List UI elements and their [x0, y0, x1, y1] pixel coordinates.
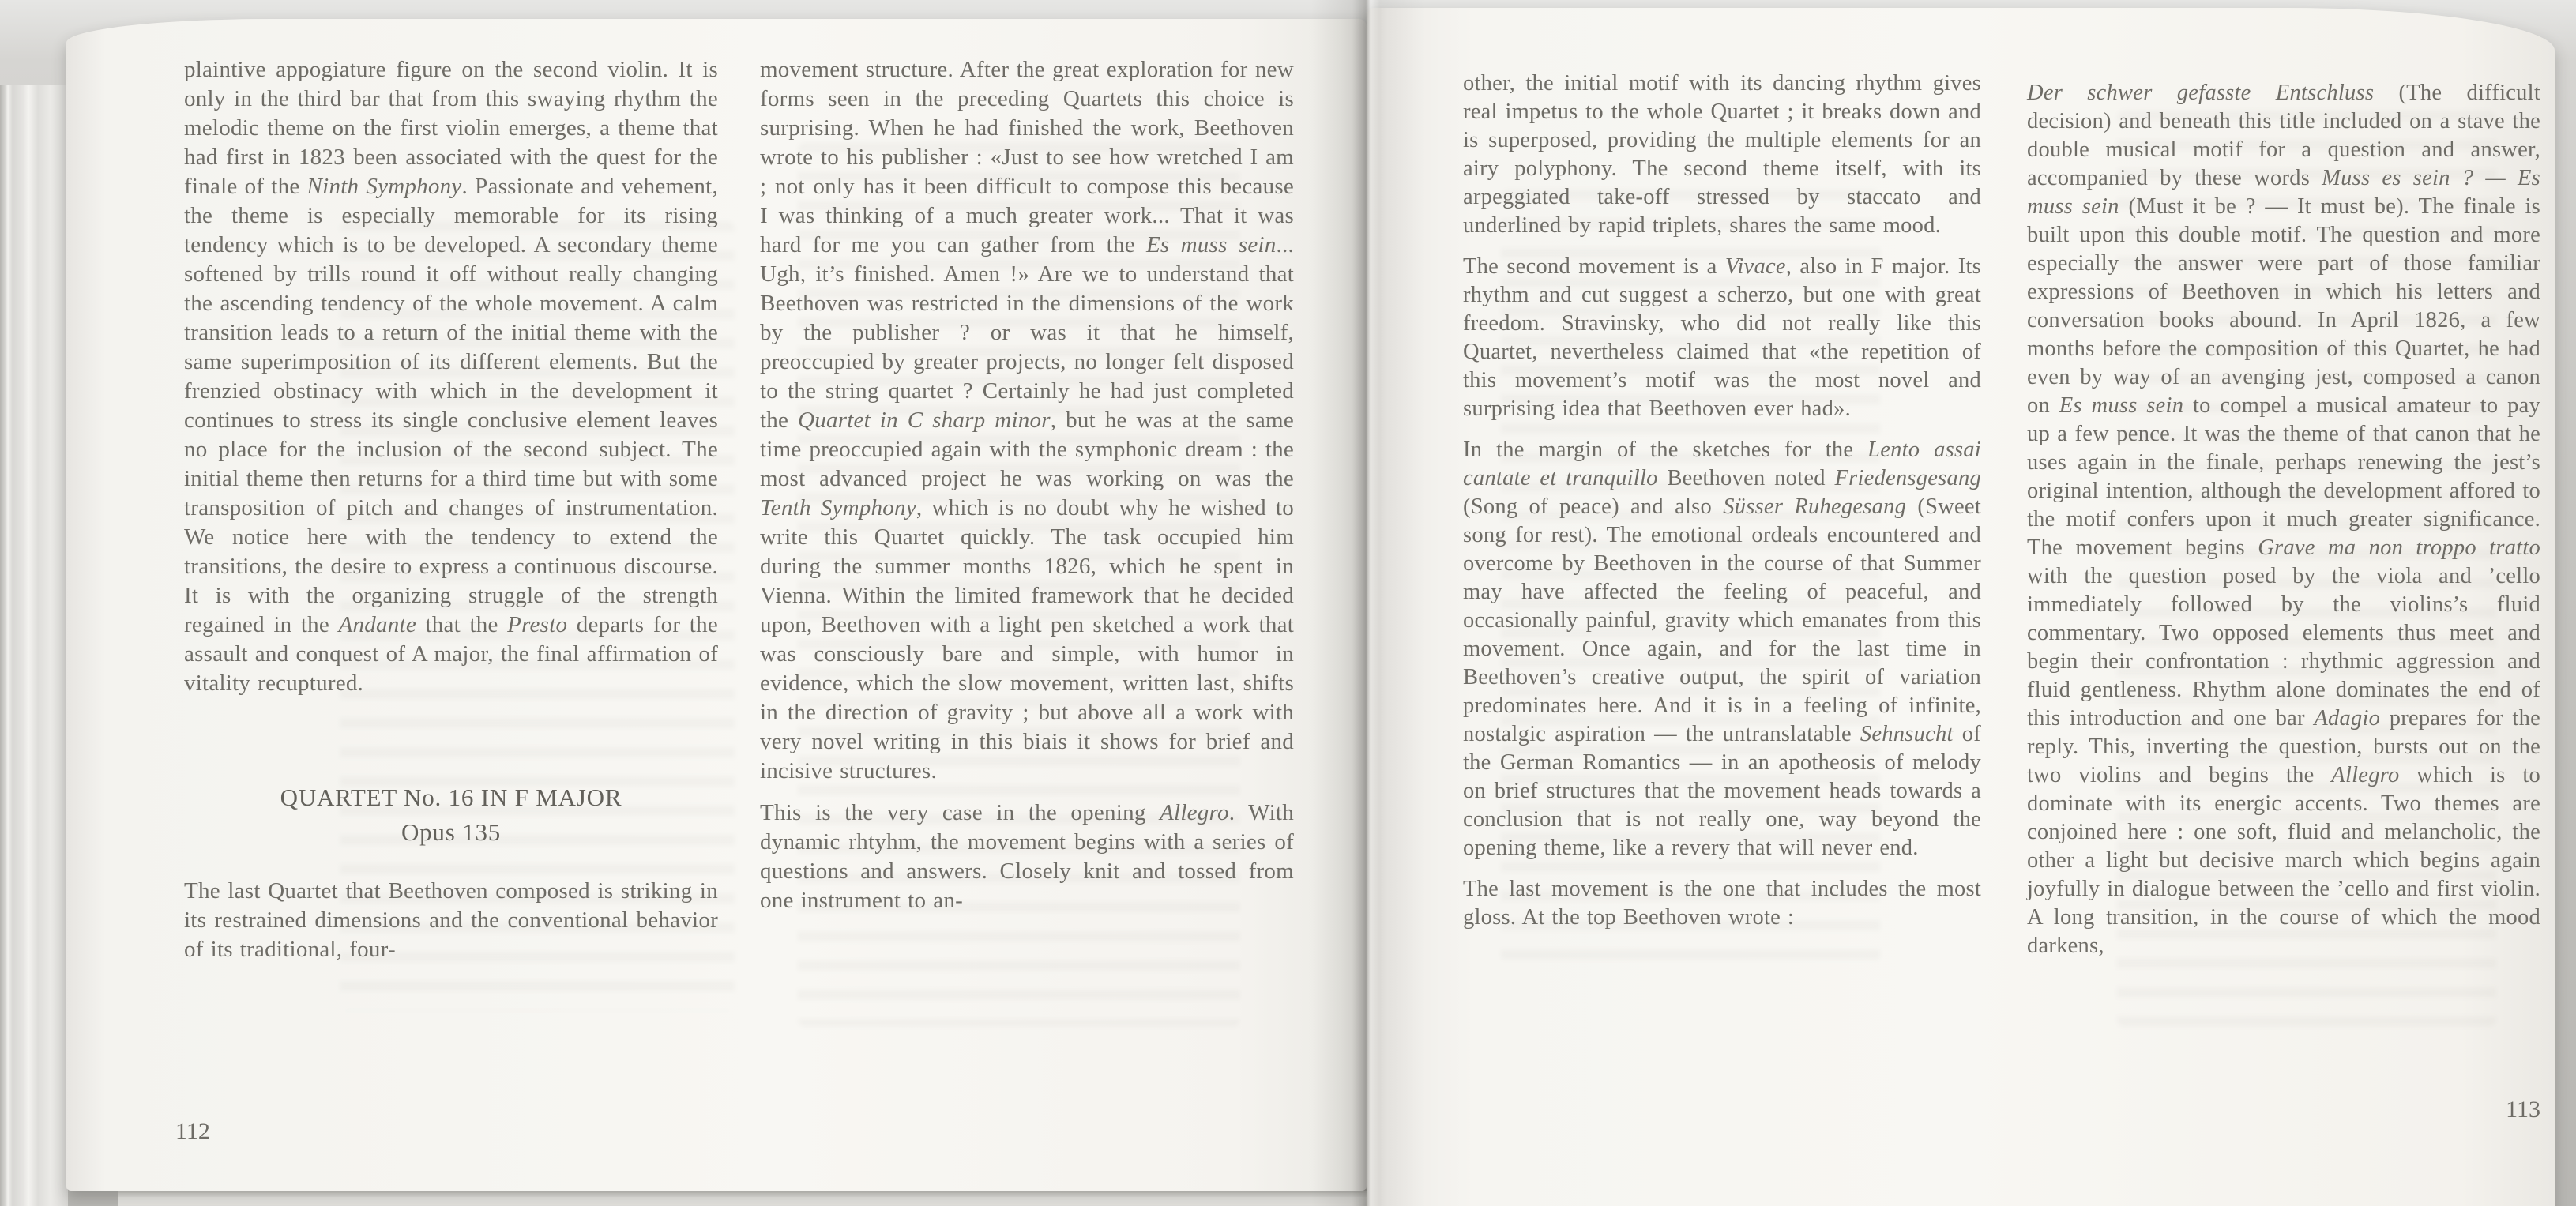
- paragraph: other, the initial motif with its dancing rhythm gives real impetus to the whole Quartet ; it breaks down and is superposed, providing the multiple elements for an airy polyphony. The second theme itself, with its arpeggiated take-off stressed by staccato and underlined by rapid triplets, shares the same mood.: [1463, 71, 1981, 238]
- section-heading: [184, 780, 718, 850]
- paragraph: The second movement is a Vivace, also in F major. Its rhythm and cut suggest a scherzo, but one with great freedom. Stravinsky, who did not really like this Quartet, nevertheless claimed that «the repetition of this movement’s motif was the most novel and surprising idea that Beethoven ever had».: [1463, 254, 1981, 421]
- page-number-113: 113: [2506, 1096, 2540, 1122]
- heading-line: Opus 135: [401, 818, 502, 846]
- paragraph: Der schwer gefasste Entschluss (The difficult decision) and beneath this title included on a stave the double musical motif for a question and answer, accompanied by these words Muss es sein ? — Es muss sein (Must it be ? — It must be). The finale is built upon this double motif. The question and more especially the answer were part of those familiar expressions of Beethoven in which his letters and conversation books abound. In April 1826, a few months before the composition of this Quartet, he had even by way of an avenging jest, composed a canon on Es muss sein to compel a musical amateur to pay up a few pence. It was the theme of that canon that he uses again in the finale, perhaps renewing the jest’s original intention, although the development affored to the motif confers upon it much greater significance. The movement begins Grave ma non troppo tratto with the question posed by the viola and ’cello immediately followed by the violins’s fluid commentary. Two opposed elements thus meet and begin their confrontation : rhythmic aggression and fluid gentleness. Rhythm alone dominates the end of this introduction and one bar Adagio prepares for the reply. This, inverting the question, bursts out on the two violins and begins the Allegro which is to dominate with its energic accents. Two themes are conjoined here : one soft, fluid and melancholic, the other a light but decisive march which begins again joyfully in dialogue between the ’cello and first violin. A long transition, in the course of which the mood darkens,: [2027, 81, 2540, 958]
- text-column-3: [1463, 70, 1981, 945]
- text-column-1: [184, 55, 718, 977]
- paragraph: movement structure. After the great exploration for new forms seen in the preceding Quartets this choice is surprising. When he had finished the work, Beethoven wrote to his publisher : «Just to see how wretched I am ; not only has it been difficult to compose this because I was thinking of a much greater work... That it was hard for me you can gather from the Es muss sein... Ugh, it’s finished. Amen !» Are we to understand that Beethoven was restricted in the dimensions of the work by the publisher ? or was it that he himself, preoccupied by greater projects, no longer felt disposed to the string quartet ? Certainly he had just completed the Quartet in C sharp minor, but he was at the same time preoccupied again with the symphonic dream : the most advanced project he was working on was the Tenth Symphony, which is no doubt why he wished to write this Quartet quickly. The task occupied him during the summer months 1826, which he spent in Vienna. Within the limited framework that he decided upon, Beethoven with a light pen sketched a work that was consciously bare and simple, with humor in evidence, which the slow movement, written last, shifts in the direction of gravity ; but above all a work with very novel writing in this biais it shows for brief and incisive structures.: [760, 57, 1294, 783]
- text-column-2: [760, 55, 1294, 928]
- paragraph: plaintive appogiature figure on the second violin. It is only in the third bar that from this swaying rhythm the melodic theme on the first violin emerges, a theme that had first in 1823 been associated with the quest for the finale of the Ninth Symphony. Passionate and vehement, the theme is especially memorable for its rising tendency which is to be developed. A secondary theme softened by trills round it off without really changing the ascending tendency of the whole movement. A calm transition leads to a return of the initial theme with the same superimposition of its different elements. But the frenzied obstinacy with which in the development it continues to stress its single conclusive element leaves no place for the inclusion of the second subject. The initial theme then returns for a third time but with some transposition of pitch and changes of instrumentation. We notice here with the tendency to extend the transitions, the desire to express a continuous discourse. It is with the organizing struggle of the strength regained in the Andante that the Presto departs for the assault and conquest of A major, the final affirmation of vitality recuptured.: [184, 57, 718, 696]
- paragraph: This is the very case in the opening Allegro. With dynamic rhtyhm, the movement begins with a series of questions and answers. Closely knit and tossed from one instrument to an-: [760, 800, 1294, 913]
- paragraph: The last movement is the one that includes the most gloss. At the top Beethoven wrote :: [1463, 877, 1981, 930]
- paragraph: The last Quartet that Beethoven composed is striking in its restrained dimensions and the conventional behavior of its traditional, four-: [184, 878, 718, 962]
- paragraph: In the margin of the sketches for the Lento assai cantate et tranquillo Beethoven noted Friedensgesang (Song of peace) and also Süsser Ruhegesang (Sweet song for rest). The emotional ordeals encountered and overcome by Beethoven in the course of that Summer may have affected the feeling of peaceful, and occasionally painful, gravity which emanates from this movement. Once again, and for the last time in Beethoven’s creative output, the spirit of variation predominates here. And it is in a feeling of infinite, nostalgic aspiration — the untranslatable Sehnsucht of the German Romantics — in an apotheosis of melody on brief structures that the movement heads towards a conclusion that is not really one, way beyond the opening theme, like a revery that will never end.: [1463, 438, 1981, 860]
- page-edges-stack: [0, 85, 68, 1206]
- underlying-page-edge: [118, 1191, 1368, 1206]
- heading-line: QUARTET No. 16 IN F MAJOR: [280, 783, 622, 811]
- text-column-4: [2027, 79, 2540, 973]
- page-number-112: 112: [175, 1118, 210, 1144]
